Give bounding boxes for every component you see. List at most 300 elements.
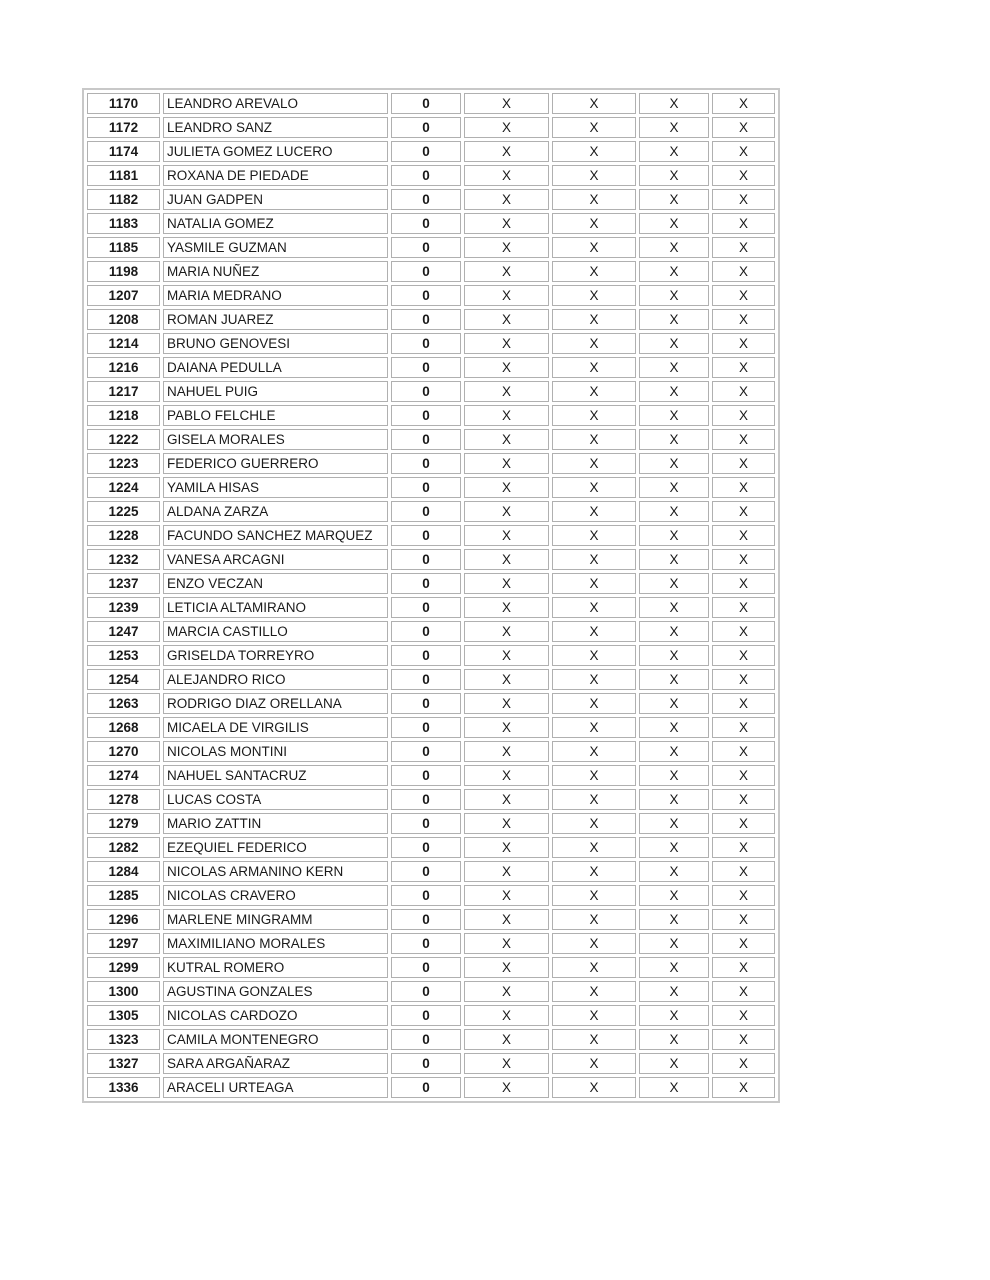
table-row bbox=[87, 621, 775, 642]
row-mark: X bbox=[464, 237, 549, 258]
row-id: 1263 bbox=[87, 693, 160, 714]
row-id: 1216 bbox=[87, 357, 160, 378]
row-name: SARA ARGAÑARAZ bbox=[163, 1053, 388, 1074]
row-mark: X bbox=[464, 261, 549, 282]
row-mark: X bbox=[552, 693, 636, 714]
row-id: 1172 bbox=[87, 117, 160, 138]
row-score: 0 bbox=[391, 237, 461, 258]
row-id: 1282 bbox=[87, 837, 160, 858]
row-mark: X bbox=[464, 717, 549, 738]
row-score: 0 bbox=[391, 597, 461, 618]
row-mark: X bbox=[639, 309, 709, 330]
row-score: 0 bbox=[391, 93, 461, 114]
row-mark: X bbox=[552, 573, 636, 594]
row-id: 1198 bbox=[87, 261, 160, 282]
row-mark: X bbox=[552, 261, 636, 282]
row-mark: X bbox=[552, 117, 636, 138]
table-row bbox=[87, 357, 775, 378]
row-score: 0 bbox=[391, 669, 461, 690]
row-score: 0 bbox=[391, 909, 461, 930]
row-mark: X bbox=[464, 165, 549, 186]
row-mark: X bbox=[464, 525, 549, 546]
row-mark: X bbox=[552, 309, 636, 330]
row-mark: X bbox=[712, 1053, 775, 1074]
row-mark: X bbox=[639, 909, 709, 930]
table-row bbox=[87, 741, 775, 762]
row-name: ROXANA DE PIEDADE bbox=[163, 165, 388, 186]
table-row bbox=[87, 141, 775, 162]
row-mark: X bbox=[552, 741, 636, 762]
row-mark: X bbox=[464, 141, 549, 162]
table-row bbox=[87, 645, 775, 666]
row-score: 0 bbox=[391, 213, 461, 234]
row-id: 1174 bbox=[87, 141, 160, 162]
row-id: 1207 bbox=[87, 285, 160, 306]
row-id: 1239 bbox=[87, 597, 160, 618]
row-mark: X bbox=[464, 957, 549, 978]
row-name: NICOLAS ARMANINO KERN bbox=[163, 861, 388, 882]
row-score: 0 bbox=[391, 837, 461, 858]
row-mark: X bbox=[464, 93, 549, 114]
table-row bbox=[87, 885, 775, 906]
table-row bbox=[87, 381, 775, 402]
row-mark: X bbox=[712, 141, 775, 162]
row-mark: X bbox=[639, 477, 709, 498]
row-mark: X bbox=[552, 597, 636, 618]
row-mark: X bbox=[464, 1005, 549, 1026]
row-mark: X bbox=[712, 981, 775, 1002]
row-name: EZEQUIEL FEDERICO bbox=[163, 837, 388, 858]
row-name: DAIANA PEDULLA bbox=[163, 357, 388, 378]
row-mark: X bbox=[464, 573, 549, 594]
row-score: 0 bbox=[391, 789, 461, 810]
row-score: 0 bbox=[391, 1029, 461, 1050]
row-mark: X bbox=[464, 453, 549, 474]
row-mark: X bbox=[464, 1077, 549, 1098]
row-id: 1222 bbox=[87, 429, 160, 450]
row-mark: X bbox=[552, 141, 636, 162]
row-mark: X bbox=[552, 909, 636, 930]
row-mark: X bbox=[552, 1077, 636, 1098]
row-mark: X bbox=[639, 429, 709, 450]
row-mark: X bbox=[552, 669, 636, 690]
row-mark: X bbox=[712, 621, 775, 642]
row-mark: X bbox=[712, 933, 775, 954]
row-mark: X bbox=[464, 933, 549, 954]
row-score: 0 bbox=[391, 429, 461, 450]
row-score: 0 bbox=[391, 453, 461, 474]
row-id: 1268 bbox=[87, 717, 160, 738]
table-row bbox=[87, 1077, 775, 1098]
row-name: MARIA NUÑEZ bbox=[163, 261, 388, 282]
table-row bbox=[87, 405, 775, 426]
row-name: NICOLAS CARDOZO bbox=[163, 1005, 388, 1026]
row-mark: X bbox=[639, 597, 709, 618]
row-score: 0 bbox=[391, 573, 461, 594]
row-mark: X bbox=[552, 645, 636, 666]
row-mark: X bbox=[464, 549, 549, 570]
row-mark: X bbox=[552, 1053, 636, 1074]
row-id: 1274 bbox=[87, 765, 160, 786]
row-mark: X bbox=[712, 501, 775, 522]
row-mark: X bbox=[712, 237, 775, 258]
row-mark: X bbox=[464, 837, 549, 858]
row-mark: X bbox=[639, 1077, 709, 1098]
row-mark: X bbox=[639, 237, 709, 258]
row-name: BRUNO GENOVESI bbox=[163, 333, 388, 354]
table-row bbox=[87, 717, 775, 738]
row-mark: X bbox=[712, 573, 775, 594]
row-score: 0 bbox=[391, 405, 461, 426]
row-mark: X bbox=[712, 909, 775, 930]
row-score: 0 bbox=[391, 285, 461, 306]
row-mark: X bbox=[464, 381, 549, 402]
row-mark: X bbox=[639, 957, 709, 978]
row-mark: X bbox=[712, 309, 775, 330]
row-mark: X bbox=[712, 165, 775, 186]
row-mark: X bbox=[552, 885, 636, 906]
row-name: LEANDRO SANZ bbox=[163, 117, 388, 138]
row-mark: X bbox=[639, 213, 709, 234]
row-score: 0 bbox=[391, 981, 461, 1002]
row-name: JULIETA GOMEZ LUCERO bbox=[163, 141, 388, 162]
row-mark: X bbox=[552, 501, 636, 522]
row-mark: X bbox=[552, 789, 636, 810]
row-mark: X bbox=[712, 333, 775, 354]
row-name: ALEJANDRO RICO bbox=[163, 669, 388, 690]
row-name: GISELA MORALES bbox=[163, 429, 388, 450]
row-name: NATALIA GOMEZ bbox=[163, 213, 388, 234]
row-mark: X bbox=[639, 669, 709, 690]
row-mark: X bbox=[464, 861, 549, 882]
table-row bbox=[87, 1005, 775, 1026]
row-score: 0 bbox=[391, 765, 461, 786]
attendance-table bbox=[82, 88, 780, 1103]
row-mark: X bbox=[464, 669, 549, 690]
row-score: 0 bbox=[391, 717, 461, 738]
table-row bbox=[87, 93, 775, 114]
row-score: 0 bbox=[391, 165, 461, 186]
row-mark: X bbox=[712, 213, 775, 234]
row-mark: X bbox=[639, 573, 709, 594]
row-mark: X bbox=[464, 117, 549, 138]
row-mark: X bbox=[464, 621, 549, 642]
table-row bbox=[87, 429, 775, 450]
row-mark: X bbox=[552, 381, 636, 402]
table-row bbox=[87, 837, 775, 858]
row-name: MARIO ZATTIN bbox=[163, 813, 388, 834]
table-row bbox=[87, 525, 775, 546]
row-mark: X bbox=[639, 837, 709, 858]
row-mark: X bbox=[552, 933, 636, 954]
row-score: 0 bbox=[391, 501, 461, 522]
row-id: 1285 bbox=[87, 885, 160, 906]
row-id: 1247 bbox=[87, 621, 160, 642]
row-name: MARIA MEDRANO bbox=[163, 285, 388, 306]
row-name: ARACELI URTEAGA bbox=[163, 1077, 388, 1098]
row-mark: X bbox=[639, 1029, 709, 1050]
row-mark: X bbox=[639, 357, 709, 378]
row-mark: X bbox=[552, 333, 636, 354]
table-row bbox=[87, 333, 775, 354]
row-score: 0 bbox=[391, 885, 461, 906]
row-id: 1182 bbox=[87, 189, 160, 210]
row-mark: X bbox=[464, 885, 549, 906]
row-mark: X bbox=[464, 189, 549, 210]
row-mark: X bbox=[639, 549, 709, 570]
row-score: 0 bbox=[391, 525, 461, 546]
table-row bbox=[87, 909, 775, 930]
row-mark: X bbox=[712, 453, 775, 474]
row-mark: X bbox=[712, 861, 775, 882]
row-name: ENZO VECZAN bbox=[163, 573, 388, 594]
row-mark: X bbox=[464, 1029, 549, 1050]
row-mark: X bbox=[552, 213, 636, 234]
row-score: 0 bbox=[391, 621, 461, 642]
row-name: NICOLAS CRAVERO bbox=[163, 885, 388, 906]
row-id: 1327 bbox=[87, 1053, 160, 1074]
row-name: LUCAS COSTA bbox=[163, 789, 388, 810]
row-score: 0 bbox=[391, 477, 461, 498]
row-mark: X bbox=[639, 981, 709, 1002]
row-id: 1185 bbox=[87, 237, 160, 258]
row-id: 1336 bbox=[87, 1077, 160, 1098]
row-score: 0 bbox=[391, 381, 461, 402]
row-id: 1279 bbox=[87, 813, 160, 834]
row-id: 1297 bbox=[87, 933, 160, 954]
row-mark: X bbox=[464, 741, 549, 762]
table-row bbox=[87, 453, 775, 474]
row-mark: X bbox=[464, 981, 549, 1002]
row-mark: X bbox=[639, 813, 709, 834]
table-row bbox=[87, 501, 775, 522]
table-row bbox=[87, 285, 775, 306]
row-mark: X bbox=[552, 813, 636, 834]
row-id: 1217 bbox=[87, 381, 160, 402]
table-row bbox=[87, 789, 775, 810]
table-row bbox=[87, 165, 775, 186]
row-mark: X bbox=[464, 693, 549, 714]
row-mark: X bbox=[639, 741, 709, 762]
row-name: VANESA ARCAGNI bbox=[163, 549, 388, 570]
row-mark: X bbox=[464, 213, 549, 234]
row-name: ROMAN JUAREZ bbox=[163, 309, 388, 330]
row-mark: X bbox=[712, 189, 775, 210]
row-mark: X bbox=[464, 477, 549, 498]
row-id: 1305 bbox=[87, 1005, 160, 1026]
row-name: AGUSTINA GONZALES bbox=[163, 981, 388, 1002]
row-name: JUAN GADPEN bbox=[163, 189, 388, 210]
row-mark: X bbox=[712, 477, 775, 498]
row-mark: X bbox=[712, 669, 775, 690]
table-row bbox=[87, 981, 775, 1002]
row-mark: X bbox=[639, 621, 709, 642]
table-row bbox=[87, 189, 775, 210]
row-name: NICOLAS MONTINI bbox=[163, 741, 388, 762]
row-name: MARCIA CASTILLO bbox=[163, 621, 388, 642]
row-id: 1218 bbox=[87, 405, 160, 426]
row-id: 1170 bbox=[87, 93, 160, 114]
row-name: ALDANA ZARZA bbox=[163, 501, 388, 522]
row-id: 1224 bbox=[87, 477, 160, 498]
row-mark: X bbox=[464, 765, 549, 786]
row-name: CAMILA MONTENEGRO bbox=[163, 1029, 388, 1050]
row-mark: X bbox=[712, 1077, 775, 1098]
row-id: 1254 bbox=[87, 669, 160, 690]
row-id: 1323 bbox=[87, 1029, 160, 1050]
row-mark: X bbox=[712, 1029, 775, 1050]
row-mark: X bbox=[552, 765, 636, 786]
row-mark: X bbox=[712, 765, 775, 786]
row-mark: X bbox=[712, 645, 775, 666]
table-row bbox=[87, 213, 775, 234]
row-mark: X bbox=[552, 981, 636, 1002]
row-mark: X bbox=[712, 357, 775, 378]
row-mark: X bbox=[464, 789, 549, 810]
table-row bbox=[87, 549, 775, 570]
table-body bbox=[87, 93, 775, 1098]
row-mark: X bbox=[464, 645, 549, 666]
row-mark: X bbox=[712, 741, 775, 762]
row-mark: X bbox=[552, 621, 636, 642]
row-mark: X bbox=[712, 405, 775, 426]
row-mark: X bbox=[464, 285, 549, 306]
row-mark: X bbox=[552, 837, 636, 858]
table-row bbox=[87, 477, 775, 498]
row-id: 1232 bbox=[87, 549, 160, 570]
row-id: 1299 bbox=[87, 957, 160, 978]
row-mark: X bbox=[552, 429, 636, 450]
row-mark: X bbox=[552, 525, 636, 546]
row-mark: X bbox=[552, 1005, 636, 1026]
row-mark: X bbox=[639, 1005, 709, 1026]
row-name: MARLENE MINGRAMM bbox=[163, 909, 388, 930]
row-mark: X bbox=[712, 717, 775, 738]
row-id: 1214 bbox=[87, 333, 160, 354]
row-mark: X bbox=[552, 405, 636, 426]
row-mark: X bbox=[639, 117, 709, 138]
row-name: KUTRAL ROMERO bbox=[163, 957, 388, 978]
row-mark: X bbox=[639, 501, 709, 522]
row-mark: X bbox=[552, 549, 636, 570]
row-id: 1228 bbox=[87, 525, 160, 546]
row-mark: X bbox=[639, 189, 709, 210]
row-name: RODRIGO DIAZ ORELLANA bbox=[163, 693, 388, 714]
row-mark: X bbox=[639, 933, 709, 954]
row-score: 0 bbox=[391, 1077, 461, 1098]
table-row bbox=[87, 309, 775, 330]
row-mark: X bbox=[552, 861, 636, 882]
row-mark: X bbox=[639, 141, 709, 162]
table-row bbox=[87, 237, 775, 258]
row-name: YAMILA HISAS bbox=[163, 477, 388, 498]
table-sheet bbox=[82, 88, 780, 1103]
row-id: 1181 bbox=[87, 165, 160, 186]
row-mark: X bbox=[552, 237, 636, 258]
row-id: 1270 bbox=[87, 741, 160, 762]
row-mark: X bbox=[464, 1053, 549, 1074]
row-score: 0 bbox=[391, 309, 461, 330]
row-name: LEANDRO AREVALO bbox=[163, 93, 388, 114]
row-mark: X bbox=[464, 429, 549, 450]
row-score: 0 bbox=[391, 333, 461, 354]
row-mark: X bbox=[464, 405, 549, 426]
row-mark: X bbox=[712, 597, 775, 618]
row-mark: X bbox=[552, 957, 636, 978]
table-row bbox=[87, 117, 775, 138]
row-mark: X bbox=[464, 357, 549, 378]
row-mark: X bbox=[639, 165, 709, 186]
row-id: 1284 bbox=[87, 861, 160, 882]
row-mark: X bbox=[639, 93, 709, 114]
row-mark: X bbox=[712, 525, 775, 546]
row-mark: X bbox=[639, 645, 709, 666]
row-mark: X bbox=[712, 285, 775, 306]
row-score: 0 bbox=[391, 1053, 461, 1074]
row-id: 1237 bbox=[87, 573, 160, 594]
row-name: FEDERICO GUERRERO bbox=[163, 453, 388, 474]
row-mark: X bbox=[712, 549, 775, 570]
row-mark: X bbox=[464, 501, 549, 522]
row-name: GRISELDA TORREYRO bbox=[163, 645, 388, 666]
row-mark: X bbox=[639, 453, 709, 474]
row-score: 0 bbox=[391, 261, 461, 282]
row-id: 1225 bbox=[87, 501, 160, 522]
row-mark: X bbox=[639, 405, 709, 426]
row-mark: X bbox=[639, 1053, 709, 1074]
row-mark: X bbox=[552, 285, 636, 306]
row-id: 1223 bbox=[87, 453, 160, 474]
row-mark: X bbox=[639, 861, 709, 882]
row-id: 1253 bbox=[87, 645, 160, 666]
row-score: 0 bbox=[391, 1005, 461, 1026]
row-score: 0 bbox=[391, 741, 461, 762]
row-mark: X bbox=[712, 789, 775, 810]
row-id: 1300 bbox=[87, 981, 160, 1002]
row-id: 1278 bbox=[87, 789, 160, 810]
table-row bbox=[87, 261, 775, 282]
row-mark: X bbox=[639, 789, 709, 810]
row-name: FACUNDO SANCHEZ MARQUEZ bbox=[163, 525, 388, 546]
table-row bbox=[87, 813, 775, 834]
row-mark: X bbox=[712, 693, 775, 714]
row-mark: X bbox=[464, 597, 549, 618]
row-mark: X bbox=[712, 813, 775, 834]
row-mark: X bbox=[639, 717, 709, 738]
row-mark: X bbox=[639, 693, 709, 714]
table-row bbox=[87, 957, 775, 978]
row-mark: X bbox=[552, 453, 636, 474]
row-score: 0 bbox=[391, 693, 461, 714]
row-mark: X bbox=[712, 381, 775, 402]
row-mark: X bbox=[639, 525, 709, 546]
row-name: NAHUEL PUIG bbox=[163, 381, 388, 402]
row-mark: X bbox=[639, 261, 709, 282]
row-name: PABLO FELCHLE bbox=[163, 405, 388, 426]
row-mark: X bbox=[712, 93, 775, 114]
row-mark: X bbox=[639, 765, 709, 786]
table-row bbox=[87, 1053, 775, 1074]
row-score: 0 bbox=[391, 813, 461, 834]
row-score: 0 bbox=[391, 549, 461, 570]
row-mark: X bbox=[464, 813, 549, 834]
row-score: 0 bbox=[391, 357, 461, 378]
row-mark: X bbox=[712, 885, 775, 906]
row-mark: X bbox=[712, 1005, 775, 1026]
row-mark: X bbox=[639, 885, 709, 906]
row-name: MICAELA DE VIRGILIS bbox=[163, 717, 388, 738]
row-mark: X bbox=[552, 477, 636, 498]
